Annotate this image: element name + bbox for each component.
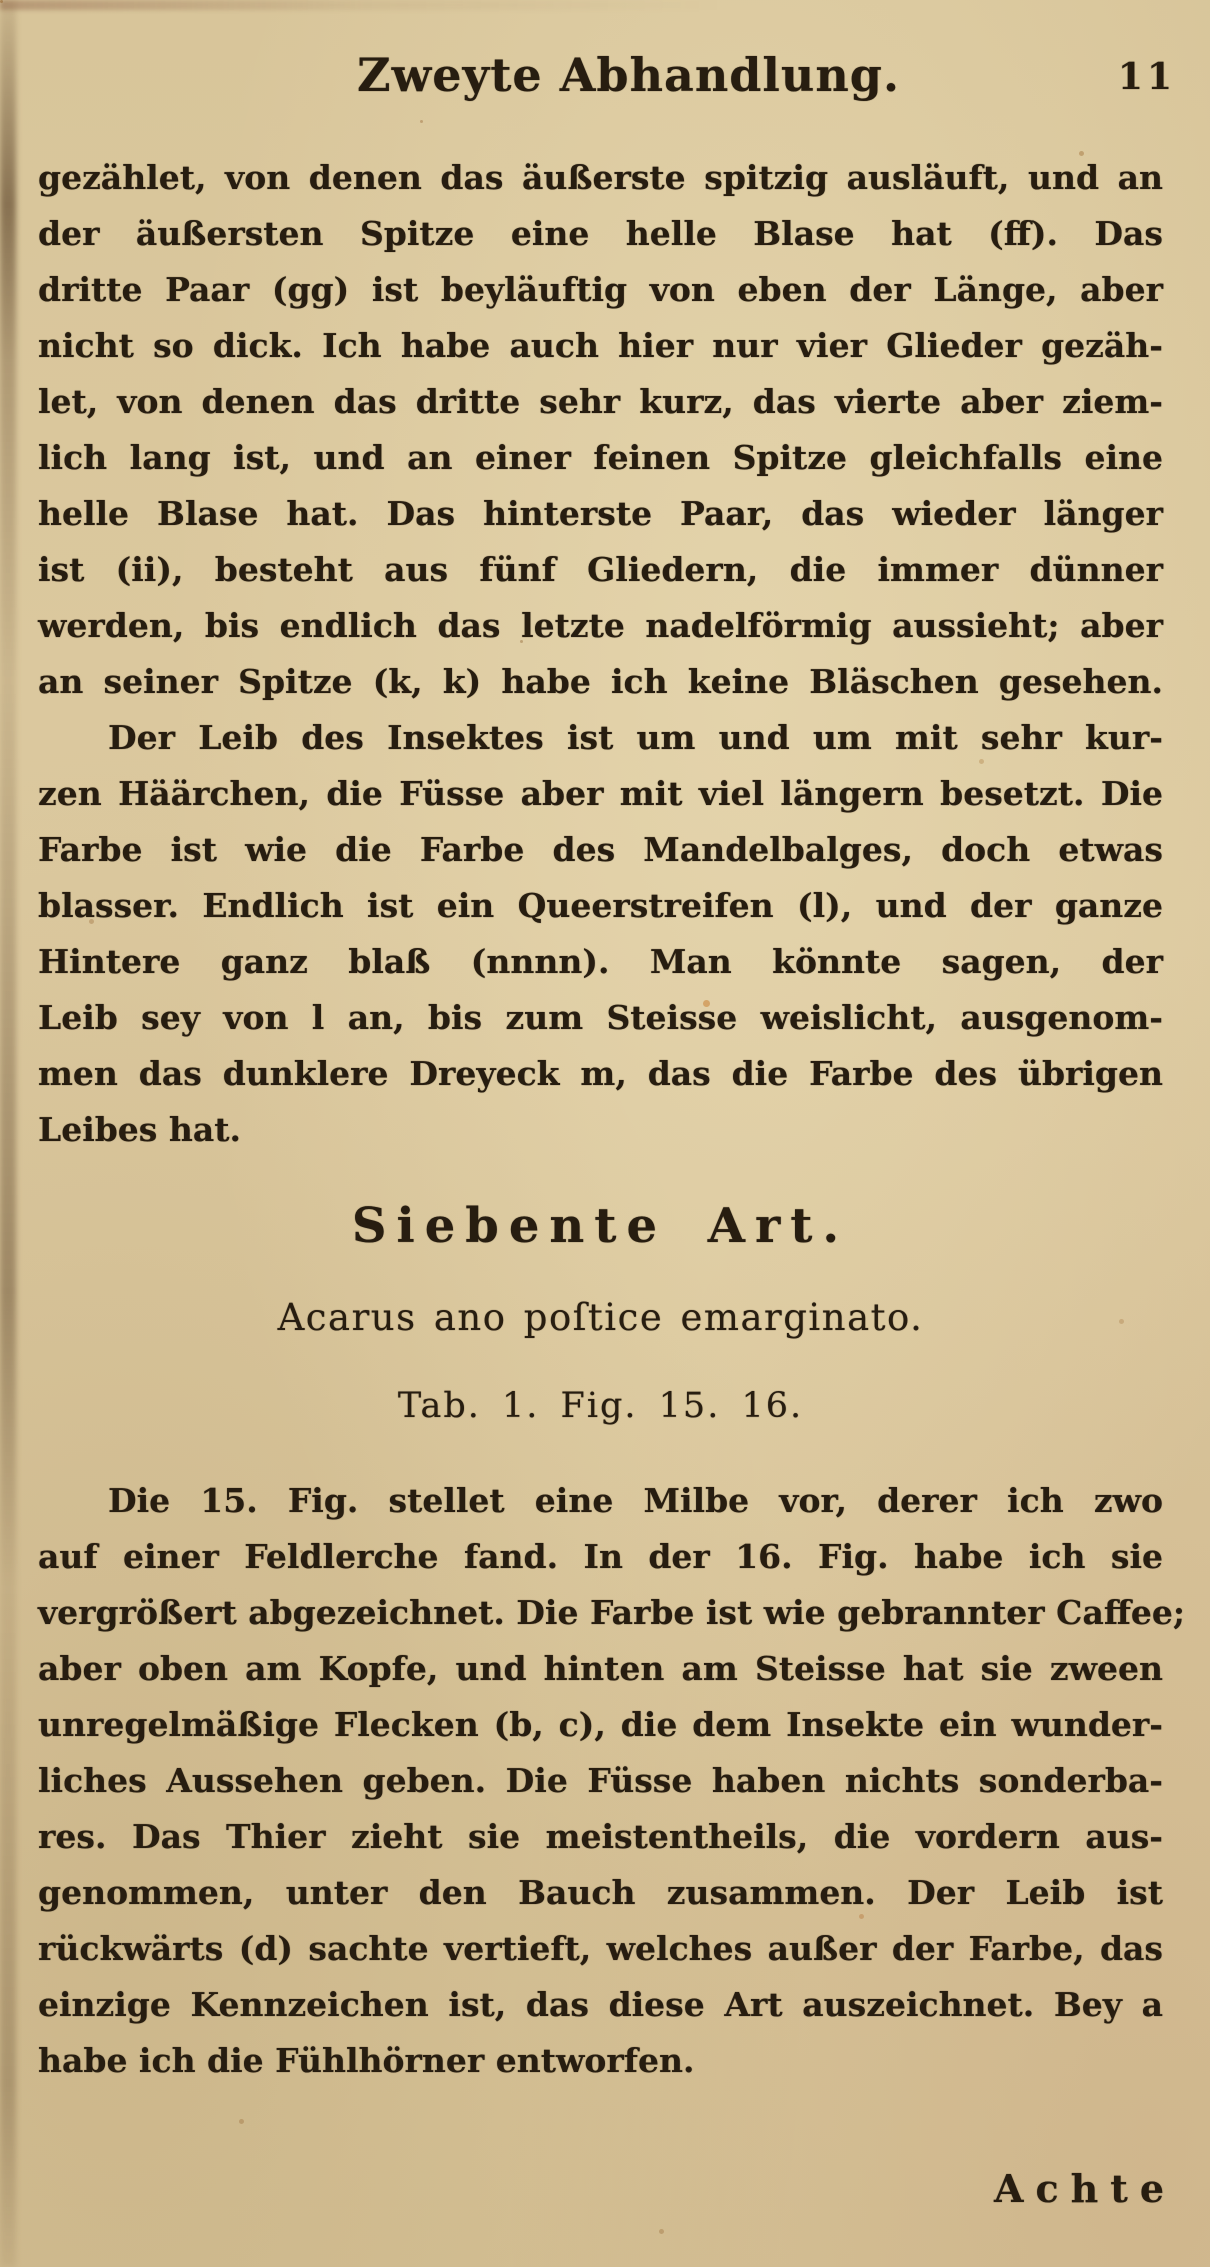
text-line: helle Blase hat. Das hinterste Paar, das wieder länger bbox=[38, 494, 1163, 533]
text-line: aber oben am Kopfe, und hinten am Steisse hat sie zween bbox=[38, 1649, 1163, 1688]
paragraph-species-description bbox=[38, 1473, 1186, 2089]
text-line: zen Häärchen, die Füsse aber mit viel längern besetzt. Die bbox=[38, 774, 1163, 813]
figure-reference: Tab. 1. Fig. 15. 16. bbox=[397, 1386, 804, 1426]
text-line: Der Leib des Insektes ist um und um mit sehr kur- bbox=[108, 718, 1163, 757]
text-line: Farbe ist wie die Farbe des Mandelbalges, doch etwas bbox=[38, 830, 1163, 869]
text-line: auf einer Feldlerche fand. In der 16. Fig. habe ich sie bbox=[38, 1537, 1163, 1576]
text-line: vergrößert abgezeichnet. Die Farbe ist wie gebrannter Caffee; bbox=[38, 1593, 1186, 1632]
paragraph-continuation bbox=[38, 150, 1163, 710]
text-line: unregelmäßige Flecken (b, c), die dem Insekte ein wunder- bbox=[38, 1705, 1163, 1744]
text-line: res. Das Thier zieht sie meistentheils, die vordern aus- bbox=[38, 1817, 1163, 1856]
text-line: liches Aussehen geben. Die Füsse haben nichts sonderba- bbox=[38, 1761, 1163, 1800]
species-name-latin: Acarus ano poſtice emarginato. bbox=[277, 1296, 924, 1339]
catchword: Achte bbox=[994, 2166, 1176, 2211]
text-line: Die 15. Fig. stellet eine Milbe vor, derer ich zwo bbox=[108, 1481, 1163, 1520]
text-line: der äußersten Spitze eine helle Blase hat (ff). Das bbox=[38, 214, 1163, 253]
text-line: let, von denen das dritte sehr kurz, das vierte aber ziem- bbox=[38, 382, 1163, 421]
text-line: einzige Kennzeichen ist, das diese Art auszeichnet. Bey a bbox=[38, 1985, 1163, 2024]
page-gutter-shadow bbox=[0, 0, 16, 2267]
text-line: Leibes hat. bbox=[38, 1110, 241, 1149]
text-line: ist (ii), besteht aus fünf Gliedern, die immer dünner bbox=[38, 550, 1163, 589]
section-heading: Siebente Art. bbox=[351, 1198, 850, 1254]
paragraph-body-description bbox=[38, 710, 1163, 1158]
text-line: nicht so dick. Ich habe auch hier nur vier Glieder gezäh- bbox=[38, 326, 1163, 365]
text-line: an seiner Spitze (k, k) habe ich keine Bläschen gesehen. bbox=[38, 662, 1163, 701]
text-line: lich lang ist, und an einer feinen Spitze gleichfalls eine bbox=[38, 438, 1163, 477]
text-line: habe ich die Fühlhörner entworfen. bbox=[38, 2041, 695, 2080]
text-line: werden, bis endlich das letzte nadelförmig aussieht; aber bbox=[38, 606, 1163, 645]
text-line: gezählet, von denen das äußerste spitzig ausläuft, und an bbox=[38, 158, 1163, 197]
text-line: rückwärts (d) sachte vertieft, welches außer der Farbe, das bbox=[38, 1929, 1163, 1968]
text-line: men das dunklere Dreyeck m, das die Farbe des übrigen bbox=[38, 1054, 1163, 1093]
running-title: Zweyte Abhandlung. bbox=[357, 48, 900, 102]
paper-speckles bbox=[0, 0, 3, 3]
text-line: genommen, unter den Bauch zusammen. Der Leib ist bbox=[38, 1873, 1163, 1912]
page-edge-shadow bbox=[0, 0, 1210, 10]
text-line: Leib sey von l an, bis zum Steisse weislicht, ausgenom- bbox=[38, 998, 1163, 1037]
text-line: blasser. Endlich ist ein Queerstreifen (l), und der ganze bbox=[38, 886, 1163, 925]
page-number: 11 bbox=[1117, 56, 1176, 98]
text-line: Hintere ganz blaß (nnnn). Man könnte sagen, der bbox=[38, 942, 1163, 981]
text-line: dritte Paar (gg) ist beyläuftig von eben der Länge, aber bbox=[38, 270, 1163, 309]
